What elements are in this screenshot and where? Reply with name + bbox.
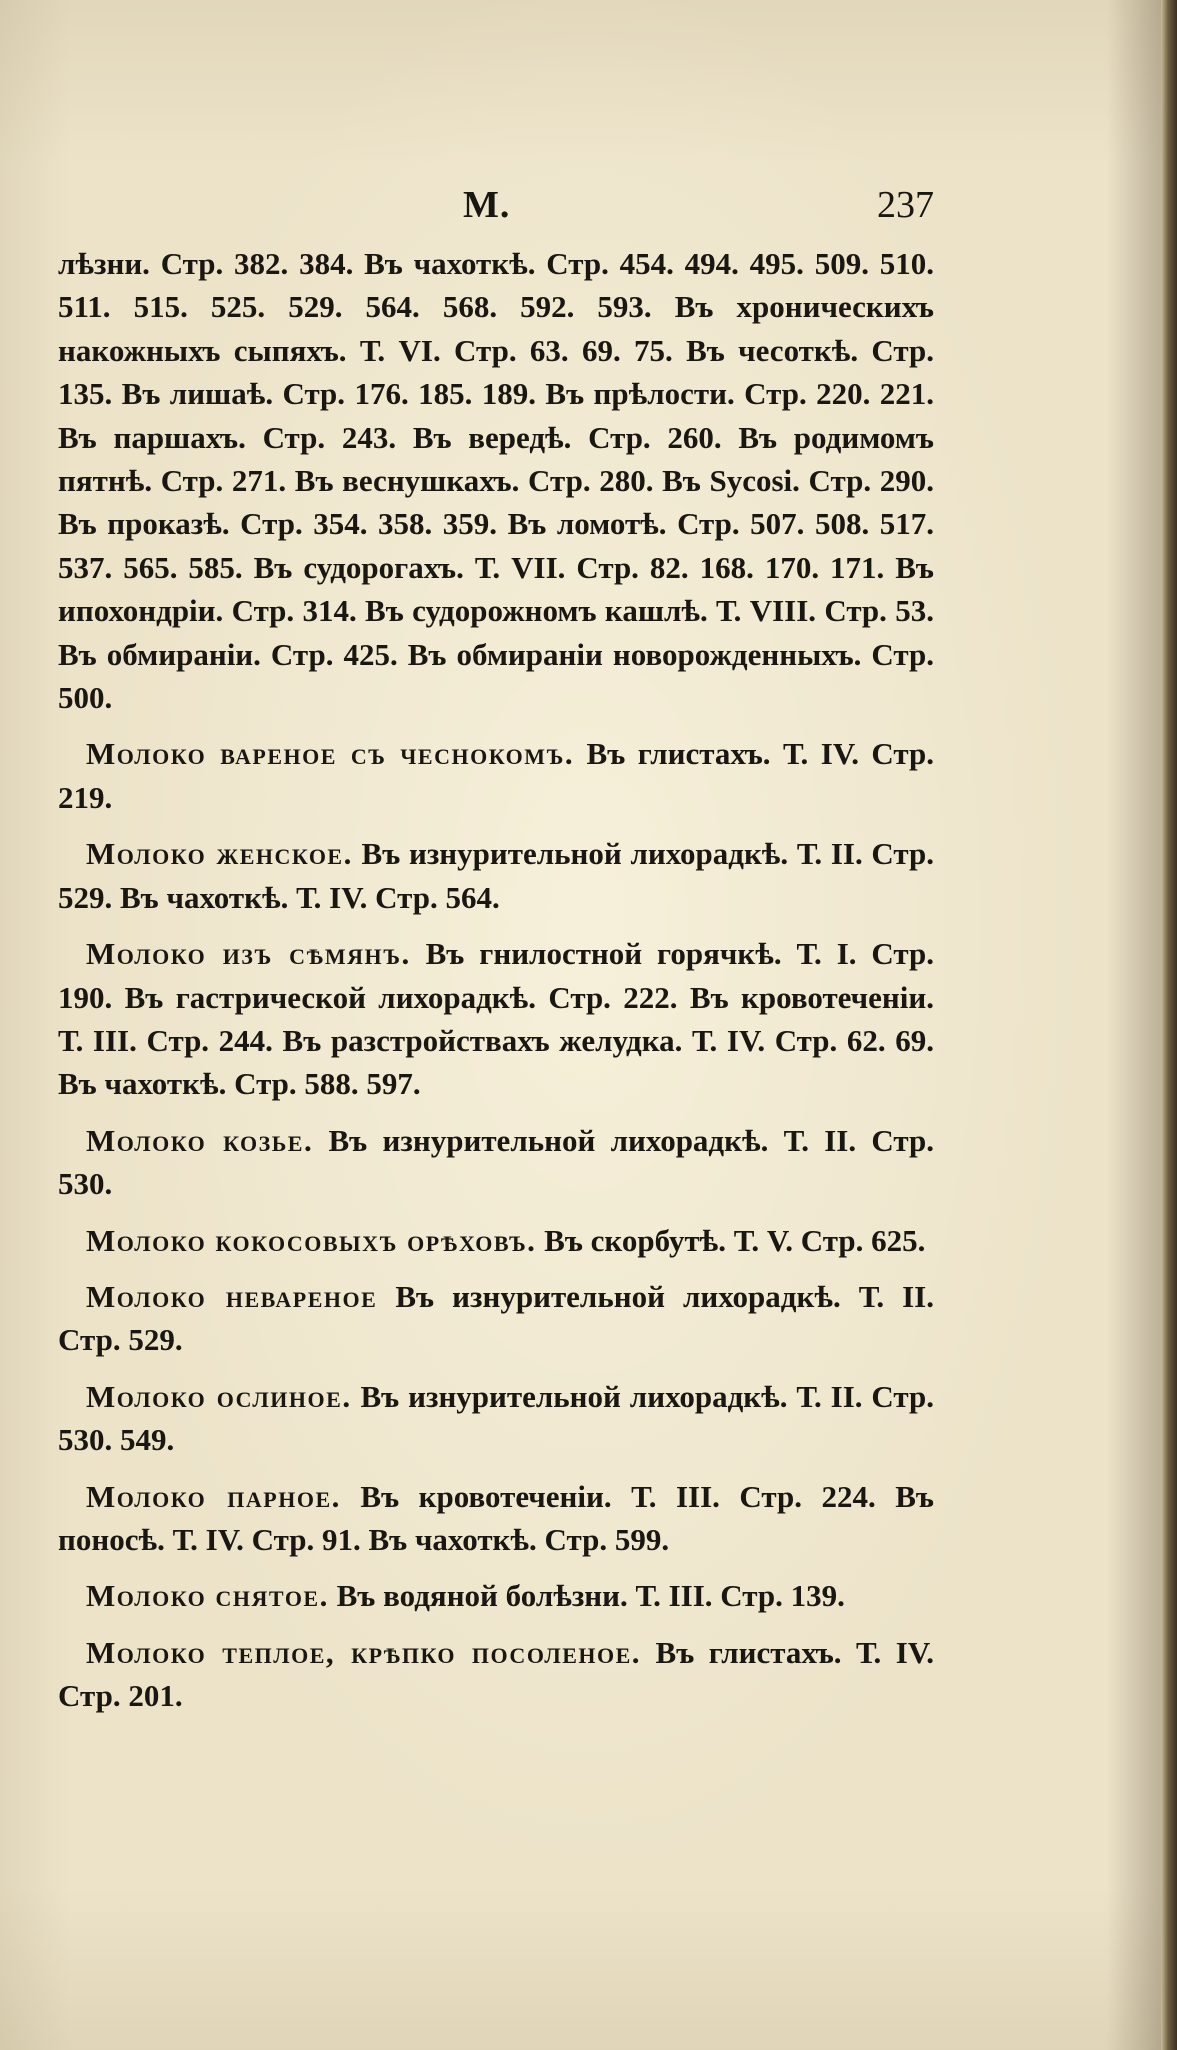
- entry-term: Молоко козье.: [86, 1122, 314, 1158]
- continued-entry: лѣзни. Стр. 382. 384. Въ чахоткѣ. Стр. 454. 494. 495. 509. 510. 511. 515. 525. 529. 564. 568. 592. 593. Въ хроническихъ накожныхъ сыпяхъ. Т. VI. Стр. 63. 69. 75. Въ чесоткѣ. Стр. 135. Въ лишаѣ. Стр. 176. 185. 189. Въ прѣлости. Стр. 220. 221. Въ паршахъ. Стр. 243. Въ вередѣ. Стр. 260. Въ родимомъ пятнѣ. Стр. 271. Въ веснушкахъ. Стр. 280. Въ Sycosi. Стр. 290. Въ проказѣ. Стр. 354. 358. 359. Въ ломотѣ. Стр. 507. 508. 517. 537. 565. 585. Въ судорогахъ. Т. VII. Стр. 82. 168. 170. 171. Въ ипохондріи. Стр. 314. Въ судорожномъ кашлѣ. Т. VIII. Стр. 53. Въ обмираніи. Стр. 425. Въ обмираніи новорожденныхъ. Стр. 500.: [58, 246, 934, 716]
- index-entry: [58, 832, 934, 919]
- entry-references: Въ скорбутѣ. Т. V. Стр. 625.: [536, 1222, 926, 1258]
- entry-term: Молоко ослиное.: [86, 1378, 352, 1414]
- entry-references: Въ водяной болѣзни. Т. III. Стр. 139.: [328, 1578, 845, 1614]
- index-entry: [58, 1119, 934, 1206]
- page-edge: [1161, 0, 1177, 2050]
- index-entry: [58, 1275, 934, 1362]
- index-body: [58, 242, 934, 1718]
- entry-term: Молоко вареное съ чеснокомъ.: [86, 736, 575, 772]
- entry-references: Въ изнурительной лихорадкѣ. Т. II. Стр. 529.: [58, 1278, 934, 1358]
- index-entry: [58, 1574, 934, 1617]
- index-entry: [58, 1219, 934, 1262]
- section-letter: М.: [463, 184, 511, 226]
- index-entry: [58, 1475, 934, 1562]
- entry-references: Въ кровотеченіи. Т. III. Стр. 224. Въ поносѣ. Т. IV. Стр. 91. Въ чахоткѣ. Стр. 599.: [58, 1478, 934, 1557]
- index-entry: [58, 932, 934, 1106]
- entry-references: Въ гнилостной горячкѣ. Т. I. Стр. 190. Въ гастрической лихорадкѣ. Стр. 222. Въ кровотеченіи. Т. III. Стр. 244. Въ разстройствахъ желудка. Т. IV. Стр. 62. 69. Въ чахоткѣ. Стр. 588. 597.: [58, 936, 934, 1102]
- index-entry: [58, 732, 934, 819]
- entry-references: Въ глистахъ. Т. IV. Стр. 201.: [58, 1634, 934, 1714]
- entry-term: Молоко кокосовыхъ орѣховъ.: [86, 1222, 537, 1258]
- entry-term: Молоко женское.: [86, 836, 353, 872]
- entry-references: Въ изнурительной лихорадкѣ. Т. II. Стр. 530.: [58, 1122, 934, 1202]
- entry-term: Молоко невареное: [86, 1278, 378, 1314]
- entry-term: Молоко изъ сѣмянъ.: [86, 936, 411, 972]
- index-entry: [58, 1631, 934, 1718]
- page-number: 237: [877, 184, 934, 226]
- entry-term: Молоко парное.: [86, 1478, 341, 1514]
- entry-term: Молоко снятое.: [86, 1578, 329, 1614]
- entry-term: Молоко теплое, крѣпко посоленое.: [86, 1634, 642, 1670]
- index-entry: [58, 1375, 934, 1462]
- entry-references: Въ изнурительной лихорадкѣ. Т. II. Стр. 530. 549.: [58, 1378, 935, 1458]
- page-header: [58, 183, 934, 233]
- entry-references: Въ изнурительной лихорадкѣ. Т. II. Стр. 529. Въ чахоткѣ. Т. IV. Стр. 564.: [58, 836, 934, 915]
- entry-references: Въ глистахъ. Т. IV. Стр. 219.: [58, 736, 934, 815]
